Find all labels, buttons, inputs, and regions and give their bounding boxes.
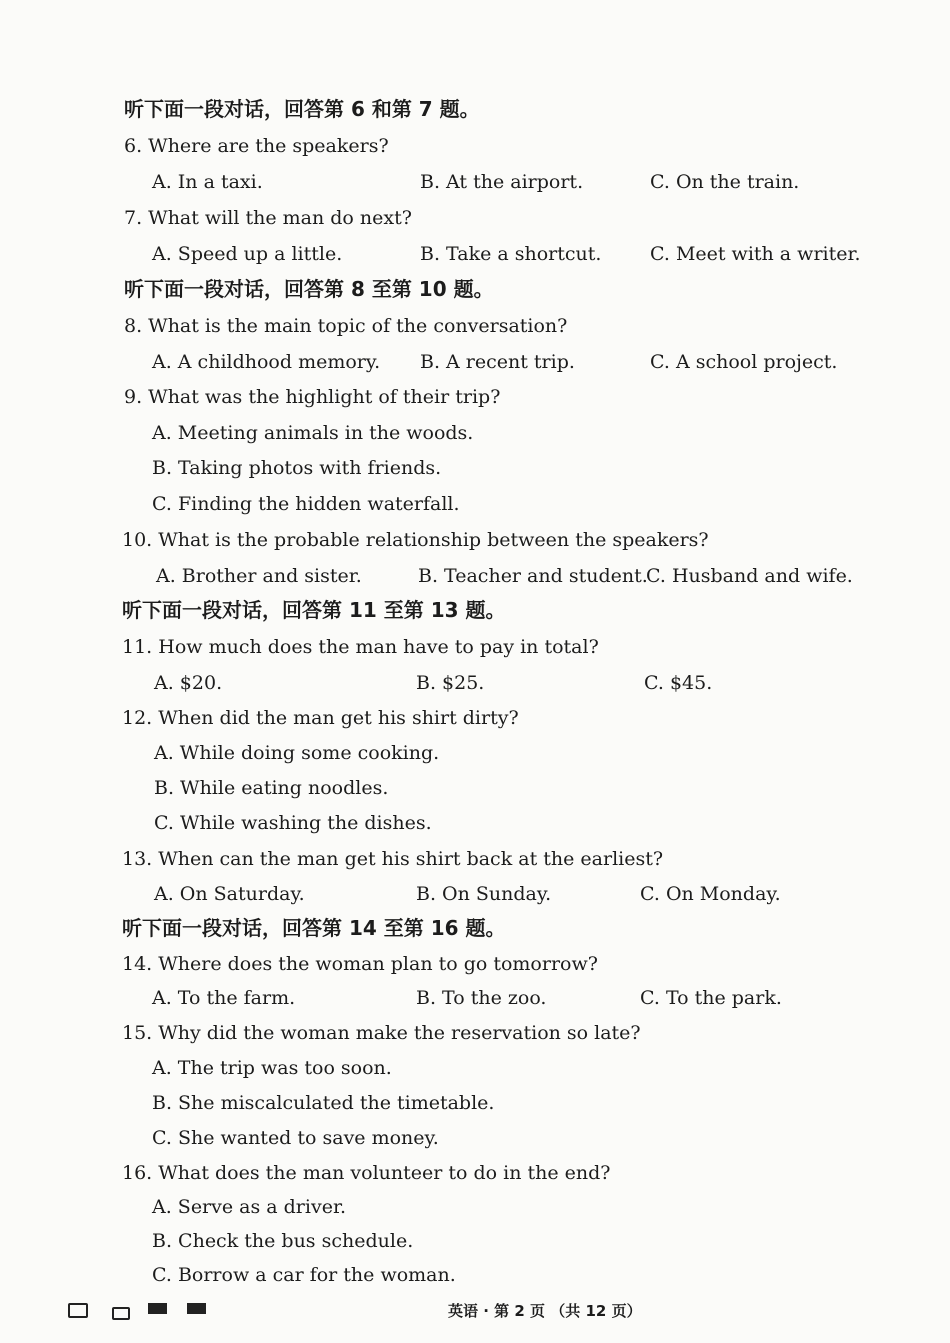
question-11-option-b: B. $25. [416, 672, 485, 694]
question-8-option-b: B. A recent trip. [420, 351, 575, 373]
question-8-option-a: A. A childhood memory. [152, 351, 381, 373]
question-9-option-c: C. Finding the hidden waterfall. [152, 493, 460, 515]
question-10-option-c: C. Husband and wife. [646, 565, 853, 587]
question-12-option-a: A. While doing some cooking. [154, 742, 440, 764]
page-footer: 英语 · 第 2 页 （共 12 页） [448, 1302, 642, 1320]
question-13-stem: 13. When can the man get his shirt back at the earliest? [122, 848, 664, 870]
question-15-option-b: B. She miscalculated the timetable. [152, 1092, 495, 1114]
registration-mark-filled [148, 1303, 167, 1314]
question-16-option-b: B. Check the bus schedule. [152, 1230, 414, 1252]
question-7-option-c: C. Meet with a writer. [650, 243, 861, 265]
question-9-option-b: B. Taking photos with friends. [152, 457, 442, 479]
question-12-option-b: B. While eating noodles. [154, 777, 389, 799]
question-16-option-c: C. Borrow a car for the woman. [152, 1264, 456, 1286]
question-12-stem: 12. When did the man get his shirt dirty? [122, 707, 519, 729]
question-10-stem: 10. What is the probable relationship between the speakers? [122, 529, 709, 551]
question-10-option-a: A. Brother and sister. [156, 565, 362, 587]
registration-mark-outline [68, 1303, 88, 1318]
question-11-stem: 11. How much does the man have to pay in total? [122, 636, 599, 658]
question-14-option-c: C. To the park. [640, 987, 782, 1009]
question-14-option-a: A. To the farm. [152, 987, 296, 1009]
question-11-option-a: A. $20. [154, 672, 223, 694]
question-13-option-b: B. On Sunday. [416, 883, 552, 905]
registration-mark-outline [112, 1307, 130, 1320]
question-7-stem: 7. What will the man do next? [124, 207, 412, 229]
section-heading: 听下面一段对话，回答第 14 至第 16 题。 [122, 916, 506, 940]
question-16-stem: 16. What does the man volunteer to do in the end? [122, 1162, 611, 1184]
question-6-option-b: B. At the airport. [420, 171, 584, 193]
question-11-option-c: C. $45. [644, 672, 713, 694]
question-16-option-a: A. Serve as a driver. [152, 1196, 346, 1218]
question-15-stem: 15. Why did the woman make the reservation so late? [122, 1022, 641, 1044]
question-7-option-b: B. Take a shortcut. [420, 243, 602, 265]
registration-mark-filled [187, 1303, 206, 1314]
question-14-option-b: B. To the zoo. [416, 987, 547, 1009]
question-9-stem: 9. What was the highlight of their trip? [124, 386, 501, 408]
question-12-option-c: C. While washing the dishes. [154, 812, 432, 834]
question-13-option-a: A. On Saturday. [154, 883, 305, 905]
question-6-stem: 6. Where are the speakers? [124, 135, 389, 157]
question-15-option-a: A. The trip was too soon. [152, 1057, 392, 1079]
question-7-option-a: A. Speed up a little. [152, 243, 343, 265]
question-8-option-c: C. A school project. [650, 351, 838, 373]
question-13-option-c: C. On Monday. [640, 883, 781, 905]
question-8-stem: 8. What is the main topic of the conversation? [124, 315, 568, 337]
question-6-option-c: C. On the train. [650, 171, 800, 193]
question-14-stem: 14. Where does the woman plan to go tomorrow? [122, 953, 598, 975]
question-6-option-a: A. In a taxi. [152, 171, 263, 193]
question-9-option-a: A. Meeting animals in the woods. [152, 422, 474, 444]
question-10-option-b: B. Teacher and student. [418, 565, 648, 587]
question-15-option-c: C. She wanted to save money. [152, 1127, 439, 1149]
section-heading: 听下面一段对话，回答第 8 至第 10 题。 [124, 277, 494, 301]
section-heading: 听下面一段对话，回答第 6 和第 7 题。 [124, 97, 480, 121]
section-heading: 听下面一段对话，回答第 11 至第 13 题。 [122, 598, 506, 622]
